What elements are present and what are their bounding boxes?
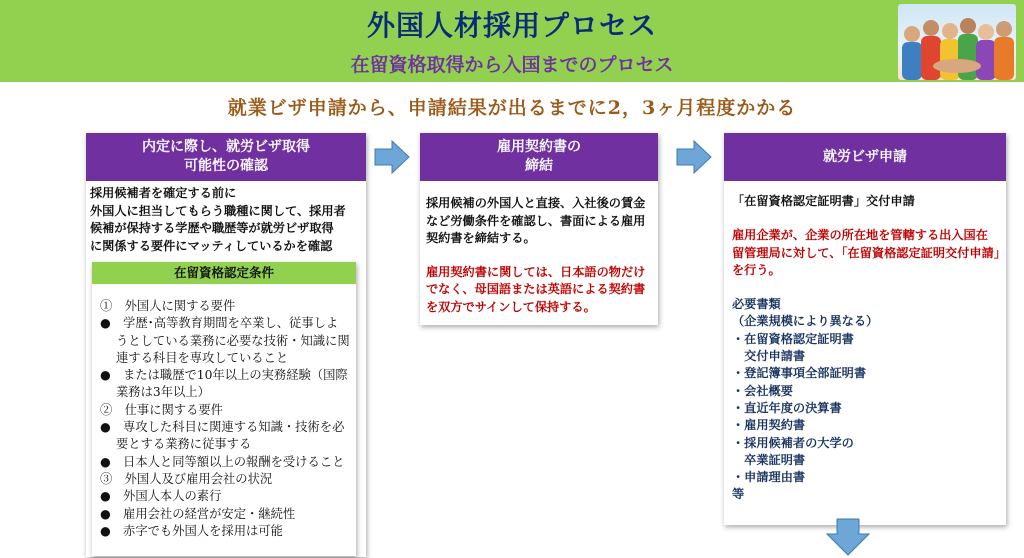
condition-line: ② 仕事に関する要件: [100, 402, 223, 417]
docs-item: ・登記簿事項全部証明書: [732, 366, 867, 381]
docs-end: 等: [732, 487, 745, 502]
step1-intro-line: 外国人に担当してもらう職種に関して、採用者: [90, 203, 346, 218]
people-illustration-icon: [898, 4, 1016, 80]
title-banner: [0, 0, 1024, 82]
condition-line: ● 学歴･高等教育期間を卒業し、従事しようとしている業務に必要な技術・知識に関連する科目を専攻していること: [100, 316, 350, 365]
step1-header: [86, 133, 366, 181]
condition-line: ● 赤字でも外国人を採用は可能: [100, 523, 283, 538]
conditions-list: [92, 284, 356, 544]
step2-header-line2: 締結: [525, 158, 553, 174]
docs-item: ・採用候補者の大学の: [732, 435, 854, 450]
right-arrow-icon: [374, 140, 410, 174]
step2-card: [420, 133, 658, 325]
page-subtitle: 在留資格取得から入国までのプロセス: [350, 54, 674, 76]
step3-body: [724, 181, 1006, 504]
step1-intro-line: に関係する要件にマッティしているかを確認: [90, 238, 333, 253]
docs-item: ・雇用契約書: [732, 418, 806, 433]
condition-line: ● 日本人と同等額以上の報酬を受けること: [100, 454, 345, 469]
step3-note: 雇用企業が、企業の所在地を管轄する出入国在留管理局に対して、「在留資格認定証明交付申請」を行う。: [732, 228, 1000, 277]
step1-header-line2: 可能性の確認: [184, 158, 268, 174]
step1-intro-line: 採用候補者を確定する前に: [90, 186, 237, 200]
step1-header-line1: 内定に際し、就労ビザ取得: [142, 139, 310, 155]
conditions-title: 在留資格認定条件: [92, 262, 356, 284]
step2-header-line1: 雇用契約書の: [497, 139, 581, 155]
docs-title: 必要書類: [732, 297, 781, 312]
step2-text: 採用候補の外国人と直接、入社後の賃金など労働条件を確認し、書面による雇用契約書を締結する。: [426, 196, 646, 245]
down-arrow-icon: [826, 518, 870, 556]
page-title: 外国人材採用プロセス: [366, 9, 657, 42]
step2-note: 雇用契約書に関しては、日本語の物だけでなく、母国語または英語による契約書を双方でサインして保持する。: [426, 264, 646, 314]
step3-header-text: 就労ビザ申請: [823, 148, 907, 165]
step3-header: [724, 133, 1006, 181]
docs-item: 交付申請書: [732, 349, 806, 364]
docs-subtitle: （企業規模により異なる）: [732, 314, 879, 329]
docs-item: ・直近年度の決算書: [732, 400, 842, 415]
docs-item: ・会社概要: [732, 383, 793, 398]
right-arrow-icon: [676, 140, 712, 174]
condition-line: ● 外国人本人の素行: [100, 489, 222, 504]
step2-body: [420, 181, 658, 316]
step1-intro: [86, 181, 366, 255]
step1-intro-line: 候補が保持する学歴や職歴等が就労ビザ取得: [90, 221, 334, 235]
step2-header: [420, 133, 658, 181]
condition-line: ③ 外国人及び雇用会社の状況: [100, 471, 273, 486]
docs-item: ・申請理由書: [732, 470, 806, 485]
group-photo: [898, 4, 1016, 80]
docs-item: 卒業証明書: [732, 452, 806, 467]
headline: 就業ビザ申請から、申請結果が出るまでに2，3ヶ月程度かかる: [227, 97, 797, 119]
condition-line: ● 専攻した科目に関連する知識・技術を必要とする業務に従事する: [100, 420, 345, 452]
condition-line: ① 外国人に関する要件: [100, 299, 236, 313]
step3-card: [724, 133, 1006, 525]
condition-line: ● または職歴で10年以上の実務経験（国際業務は3年以上）: [100, 368, 348, 400]
conditions-box: [92, 262, 356, 556]
condition-line: ● 雇用会社の経営が安定・継続性: [100, 506, 296, 521]
docs-item: ・在留資格認定証明書: [732, 331, 854, 346]
step3-line1: 「在留資格認定証明書」交付申請: [732, 194, 915, 208]
